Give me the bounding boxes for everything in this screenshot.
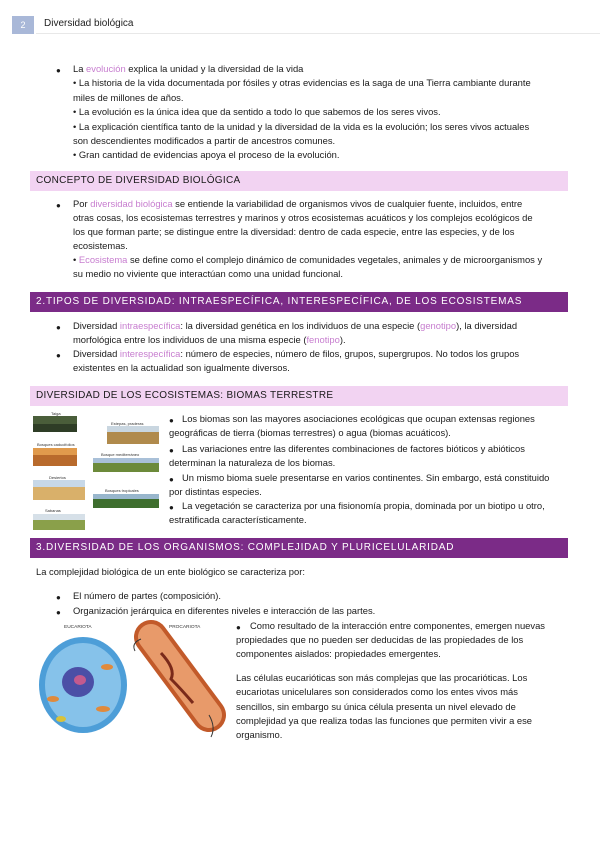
bullet: ● <box>169 503 174 512</box>
concept-line-1: Por diversidad biológica se entiende la variabilidad de organismos vivos de cualquier fuente, incluidos, entre <box>73 198 523 209</box>
intro-bullet-3a: • La explicación científica tanto de la unidad y la diversidad de la vida es la evolución; los seres vivos actuales <box>73 121 530 132</box>
bullet: ● <box>56 66 61 75</box>
concept-line-3: los que forman parte; se distingue entre la diversidad: dentro de cada especie, entre las especies, y de los <box>73 226 515 237</box>
biome-label: Bosques tropicales <box>105 488 139 493</box>
bullet: ● <box>56 201 61 210</box>
intraspecific-line-2: morfológica entre los individuos de una misma especie (fenotipo). <box>73 334 346 345</box>
biome-label: Taiga <box>51 411 61 416</box>
bullet: ● <box>169 475 174 484</box>
biomes-para-3b: por distintas especies. <box>169 486 262 497</box>
cells-para-2: eucariotas unicelulares son considerados como los entes vivos más <box>236 686 518 697</box>
header-divider <box>36 33 600 34</box>
concept-line-2: otras cosas, los ecosistemas terrestres y marinos y otros ecosistemas acuáticos y los complejos ecológicos de <box>73 212 533 223</box>
biomes-para-2b: determinan la naturaleza de los biomas. <box>169 457 336 468</box>
intro-bullet-1b: miles de millones de años. <box>73 92 184 103</box>
document-title: Diversidad biológica <box>44 18 134 29</box>
concept-line-6: su medio no viviente que interactúan como una unidad funcional. <box>73 268 343 279</box>
complexity-item-2: Organización jerárquica en diferentes niveles e interacción de las partes. <box>73 605 376 616</box>
cell-comparison-illustration <box>31 619 228 743</box>
biome-label: Sabanas <box>45 508 61 513</box>
concept-line-4: ecosistemas. <box>73 240 128 251</box>
bullet: ● <box>236 623 241 632</box>
intro-bullet-4: • Gran cantidad de evidencias apoya el proceso de la evolución. <box>73 149 340 160</box>
bullet: ● <box>56 323 61 332</box>
biomes-para-4b: estratificada característicamente. <box>169 514 307 525</box>
cells-para-3: sencillos, sin embargo su única célula presenta un nivel elevado de <box>236 701 516 712</box>
bullet: ● <box>169 416 174 425</box>
eukaryote-label: EUCARIOTA <box>64 625 92 630</box>
biomes-para-1a: Los biomas son las mayores asociaciones ecológicas que ocupan extensas regiones <box>182 413 535 424</box>
cells-para-1: Las células eucarióticas son más complejas que las procarióticas. Los <box>236 672 528 683</box>
page-number: 2 <box>12 16 34 34</box>
biome-label: Bosque mediterráneo <box>101 452 140 457</box>
biome-label: Bosques caducifolios <box>37 442 75 447</box>
bullet: ● <box>56 593 61 602</box>
page-header <box>0 0 600 40</box>
section-heading-concept: CONCEPTO DE DIVERSIDAD BIOLÓGICA <box>30 171 568 191</box>
evolution-line: La evolución explica la unidad y la diversidad de la vida <box>73 63 304 74</box>
complexity-intro: La complejidad biológica de un ente biológico se caracteriza por: <box>36 566 305 577</box>
intro-bullet-2: • La evolución es la única idea que da sentido a todo lo que sabemos de los seres vivos. <box>73 106 441 117</box>
bullet: ● <box>56 351 61 360</box>
intro-bullet-3b: son descendientes modificados a partir de ancestros comunes. <box>73 135 336 146</box>
prokaryote-label: PROCARIOTA <box>169 625 201 630</box>
bullet: ● <box>169 446 174 455</box>
cells-para-5: organismo. <box>236 729 283 740</box>
emergent-line-2: propiedades que no pueden ser deducidas de las propiedades de los <box>236 634 524 645</box>
complexity-item-1: El número de partes (composición). <box>73 590 221 601</box>
bullet: ● <box>56 608 61 617</box>
biome-label: Desiertos <box>49 475 66 480</box>
biomes-para-1b: geográficas de tierra (biomas terrestres) o agua (biomas acuáticos). <box>169 427 451 438</box>
biomes-para-4a: La vegetación se caracteriza por una fisionomía propia, dominada por un biotipo u otro, <box>182 500 545 511</box>
biomes-illustration <box>31 410 161 534</box>
interspecific-line-2: existentes en la actualidad son igualmente diversos. <box>73 362 290 373</box>
emergent-line-3: componentes aislados: propiedades emergentes. <box>236 648 441 659</box>
interspecific-line-1: Diversidad interespecífica: número de especies, número de filos, grupos, supergrupos. No todos los grupos <box>73 348 520 359</box>
section-heading-organisms: 3.DIVERSIDAD DE LOS ORGANISMOS: COMPLEJIDAD Y PLURICELULARIDAD <box>30 538 568 558</box>
cells-para-4: complejidad ya que realiza todas las funciones que permiten vivir a ese <box>236 715 532 726</box>
biomes-para-3a: Un mismo bioma suele presentarse en varios continentes. Sin embargo, está constituido <box>182 472 550 483</box>
biome-label: Estepas, praderas <box>111 421 144 426</box>
section-heading-ecosystems: DIVERSIDAD DE LOS ECOSISTEMAS: BIOMAS TERRESTRE <box>30 386 568 406</box>
biomes-para-2a: Las variaciones entre las diferentes combinaciones de factores bióticos y abióticos <box>182 443 525 454</box>
emergent-line-1: Como resultado de la interacción entre componentes, emergen nuevas <box>250 620 545 631</box>
section-heading-types: 2.TIPOS DE DIVERSIDAD: INTRAESPECÍFICA, INTERESPECÍFICA, DE LOS ECOSISTEMAS <box>30 292 568 312</box>
intraspecific-line-1: Diversidad intraespecífica: la diversidad genética en los individuos de una especie (genotipo), la diversidad <box>73 320 518 331</box>
intro-bullet-1a: • La historia de la vida documentada por fósiles y otras evidencias es la saga de una Tierra cambiante durante <box>73 77 531 88</box>
concept-line-5: • Ecosistema se define como el complejo dinámico de comunidades vegetales, animales y de microorganismos y <box>73 254 543 265</box>
